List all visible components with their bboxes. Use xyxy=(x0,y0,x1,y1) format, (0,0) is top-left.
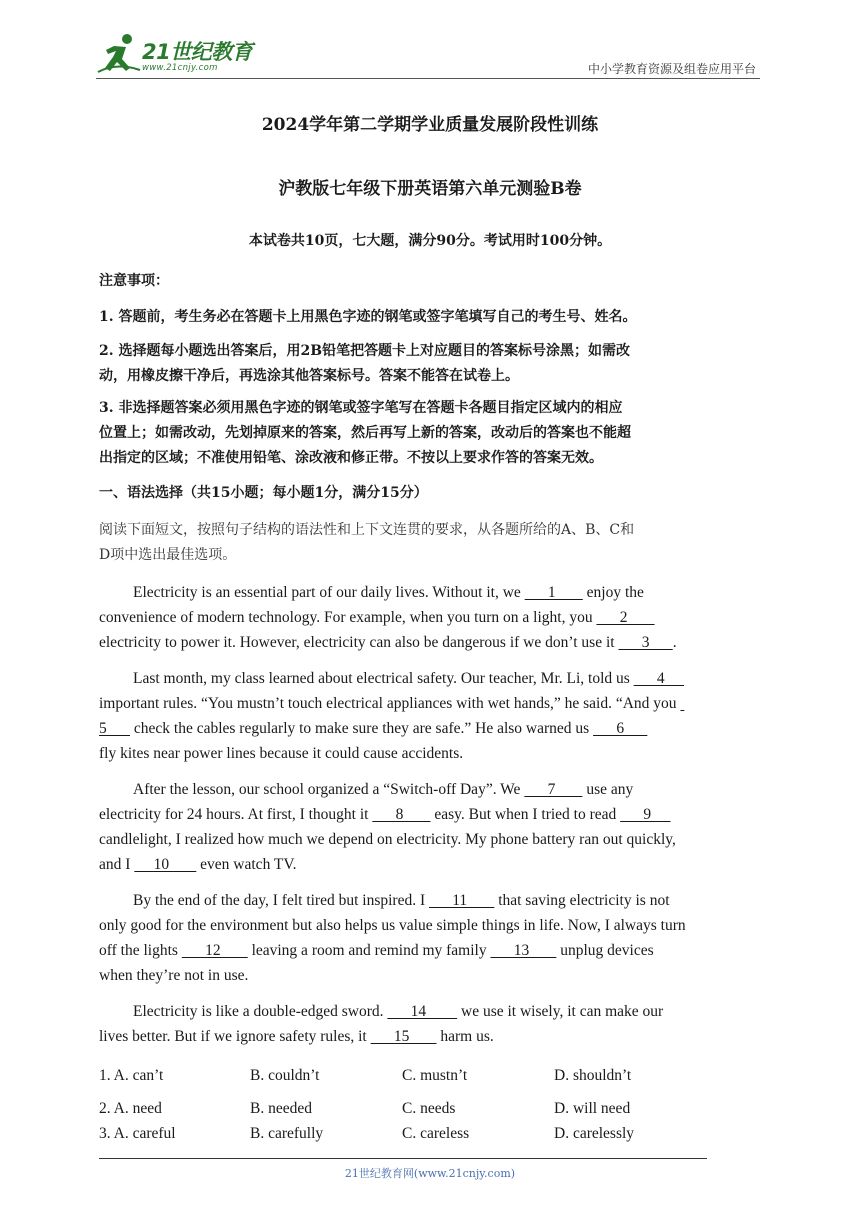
footer-divider xyxy=(99,1158,707,1159)
logo-url: www.21cnjy.com xyxy=(142,63,218,73)
blank-5[interactable]: 5 xyxy=(99,720,130,737)
blank-7[interactable]: 7 xyxy=(524,781,583,798)
passage-line xyxy=(99,691,763,716)
passage-text: unplug devices xyxy=(560,942,654,959)
notice-title: 注意事项： xyxy=(99,273,169,289)
instruction-line: 阅读下面短文，按照句子结构的语法性和上下文连贯的要求，从各题所给的A、B、C和 xyxy=(99,522,635,538)
blank-13[interactable]: 13 xyxy=(490,942,557,959)
exam-title: 2024学年第二学期学业质量发展阶段性训练 xyxy=(261,115,599,135)
exam-subtitle: 沪教版七年级下册英语第六单元测验B卷 xyxy=(278,179,582,199)
option-d[interactable]: D. carelessly xyxy=(554,1125,635,1142)
option-a[interactable]: 1. A. can’t xyxy=(99,1067,164,1084)
option-a[interactable]: 2. A. need xyxy=(99,1100,162,1117)
passage-line xyxy=(99,802,763,827)
passage-text: electricity to power it. However, electricity can also be dangerous if we don’t use it xyxy=(99,634,619,651)
passage-text: After the lesson, our school organized a “Switch-off Day”. We xyxy=(133,781,525,798)
passage-text: easy. But when I tried to read xyxy=(434,806,621,823)
passage-line xyxy=(99,580,763,605)
passage-line xyxy=(99,888,763,913)
logo[interactable] xyxy=(96,32,266,80)
notice-item-3 xyxy=(99,396,763,471)
passage-line xyxy=(99,999,763,1024)
blank-3[interactable]: 3 xyxy=(618,634,673,651)
question-options-1 xyxy=(99,1067,763,1091)
option-c[interactable]: C. mustn’t xyxy=(402,1067,468,1084)
option-b[interactable]: B. couldn’t xyxy=(250,1067,320,1084)
blank-2[interactable]: 2 xyxy=(596,609,655,626)
blank-4[interactable]: 4 xyxy=(633,670,685,687)
blank-5-start[interactable] xyxy=(680,691,684,716)
notice-item-2-line: 2. 选择题每小题选出答案后，用2B铅笔把答题卡上对应题目的答案标号涂黑；如需改 xyxy=(99,343,631,359)
passage-text: leaving a room and remind my family xyxy=(251,942,491,959)
passage-text: use any xyxy=(586,781,634,798)
passage-text: convenience of modern technology. For example, when you turn on a light, you xyxy=(99,609,597,626)
passage-text: harm us. xyxy=(440,1028,494,1045)
passage-paragraph-5 xyxy=(99,999,763,1049)
blank-15[interactable]: 15 xyxy=(370,1028,437,1045)
blank-14[interactable]: 14 xyxy=(387,1003,458,1020)
passage-text: we use it wisely, it can make our xyxy=(461,1003,664,1020)
platform-name: 中小学教育资源及组卷应用平台 xyxy=(587,62,756,76)
passage-paragraph-1 xyxy=(99,580,763,655)
passage-line xyxy=(99,630,763,655)
passage-text: that saving electricity is not xyxy=(498,892,670,909)
passage-line xyxy=(99,716,763,741)
logo-text: 21世纪教育 xyxy=(142,40,253,64)
notice-item-1-line: 1. 答题前，考生务必在答题卡上用黑色字迹的钢笔或签字笔填写自己的考生号、姓名。 xyxy=(99,309,637,325)
header-divider xyxy=(96,78,760,79)
option-b[interactable]: B. needed xyxy=(250,1100,312,1117)
option-d[interactable]: D. shouldn’t xyxy=(554,1067,632,1084)
passage-paragraph-3 xyxy=(99,777,763,877)
passage-text: Electricity is like a double-edged sword. xyxy=(133,1003,388,1020)
passage-line xyxy=(99,605,763,630)
notice-item-3-line: 位置上；如需改动，先划掉原来的答案，然后再写上新的答案，改动后的答案也不能超 xyxy=(99,425,631,441)
instruction-line: D项中选出最佳选项。 xyxy=(99,547,237,563)
option-b[interactable]: B. carefully xyxy=(250,1125,324,1142)
option-d[interactable]: D. will need xyxy=(554,1100,631,1117)
passage-text: Electricity is an essential part of our daily lives. Without it, we xyxy=(133,584,525,601)
question-options-2 xyxy=(99,1100,763,1124)
passage-paragraph-4 xyxy=(99,888,763,988)
passage-text: check the cables regularly to make sure they are safe.” He also warned us xyxy=(133,720,594,737)
notice-item-1 xyxy=(99,305,763,330)
blank-10[interactable]: 10 xyxy=(134,856,197,873)
section-instructions xyxy=(99,518,763,568)
notice-item-3-line: 3. 非选择题答案必须用黑色字迹的钢笔或签字笔写在答题卡各题目指定区域内的相应 xyxy=(99,400,623,416)
passage-line xyxy=(99,666,763,691)
passage-text: electricity for 24 hours. At first, I thought it xyxy=(99,806,373,823)
exam-info: 本试卷共10页，七大题，满分90分。考试用时100分钟。 xyxy=(248,233,612,249)
passage-line: only good for the environment but also helps us value simple things in life. Now, I always turn xyxy=(99,917,686,934)
passage-line xyxy=(99,852,763,877)
passage-text: lives better. But if we ignore safety rules, it xyxy=(99,1028,371,1045)
notice-item-3-line: 出指定的区域；不准使用铅笔、涂改液和修正带。不按以上要求作答的答案无效。 xyxy=(99,450,603,466)
runner-icon xyxy=(96,32,142,76)
passage-paragraph-2 xyxy=(99,666,763,766)
passage-text: By the end of the day, I felt tired but inspired. I xyxy=(133,892,429,909)
blank-9[interactable]: 9 xyxy=(620,806,671,823)
option-c[interactable]: C. careless xyxy=(402,1125,470,1142)
passage-text: . xyxy=(672,634,677,651)
passage-line xyxy=(99,777,763,802)
notice-item-2-line: 动，用橡皮擦干净后，再选涂其他答案标号。答案不能答在试卷上。 xyxy=(99,368,519,384)
option-a[interactable]: 3. A. careful xyxy=(99,1125,176,1142)
passage-line: when they’re not in use. xyxy=(99,967,249,984)
question-options-3 xyxy=(99,1125,763,1149)
notice-item-2 xyxy=(99,339,763,389)
passage-line: candlelight, I realized how much we depend on electricity. My phone battery ran out quickly, xyxy=(99,831,676,848)
blank-1[interactable]: 1 xyxy=(524,584,583,601)
option-c[interactable]: C. needs xyxy=(402,1100,456,1117)
passage-line xyxy=(99,938,763,963)
passage-text: even watch TV. xyxy=(200,856,297,873)
passage-text: off the lights xyxy=(99,942,182,959)
page-header xyxy=(96,30,760,80)
blank-11[interactable]: 11 xyxy=(429,892,495,909)
blank-12[interactable]: 12 xyxy=(181,942,248,959)
passage-text: enjoy the xyxy=(586,584,644,601)
passage-text: Last month, my class learned about electrical safety. Our teacher, Mr. Li, told us xyxy=(133,670,634,687)
passage-text: and I xyxy=(99,856,135,873)
blank-6[interactable]: 6 xyxy=(593,720,648,737)
passage-line: fly kites near power lines because it could cause accidents. xyxy=(99,745,464,762)
blank-8[interactable]: 8 xyxy=(372,806,431,823)
footer-link[interactable]: 21世纪教育网(www.21cnjy.com) xyxy=(344,1167,516,1180)
passage-line xyxy=(99,1024,763,1049)
section-title: 一、语法选择（共15小题；每小题1分，满分15分） xyxy=(99,485,428,501)
passage-text: important rules. “You mustn’t touch electrical appliances with wet hands,” he said. “And you xyxy=(99,695,681,712)
